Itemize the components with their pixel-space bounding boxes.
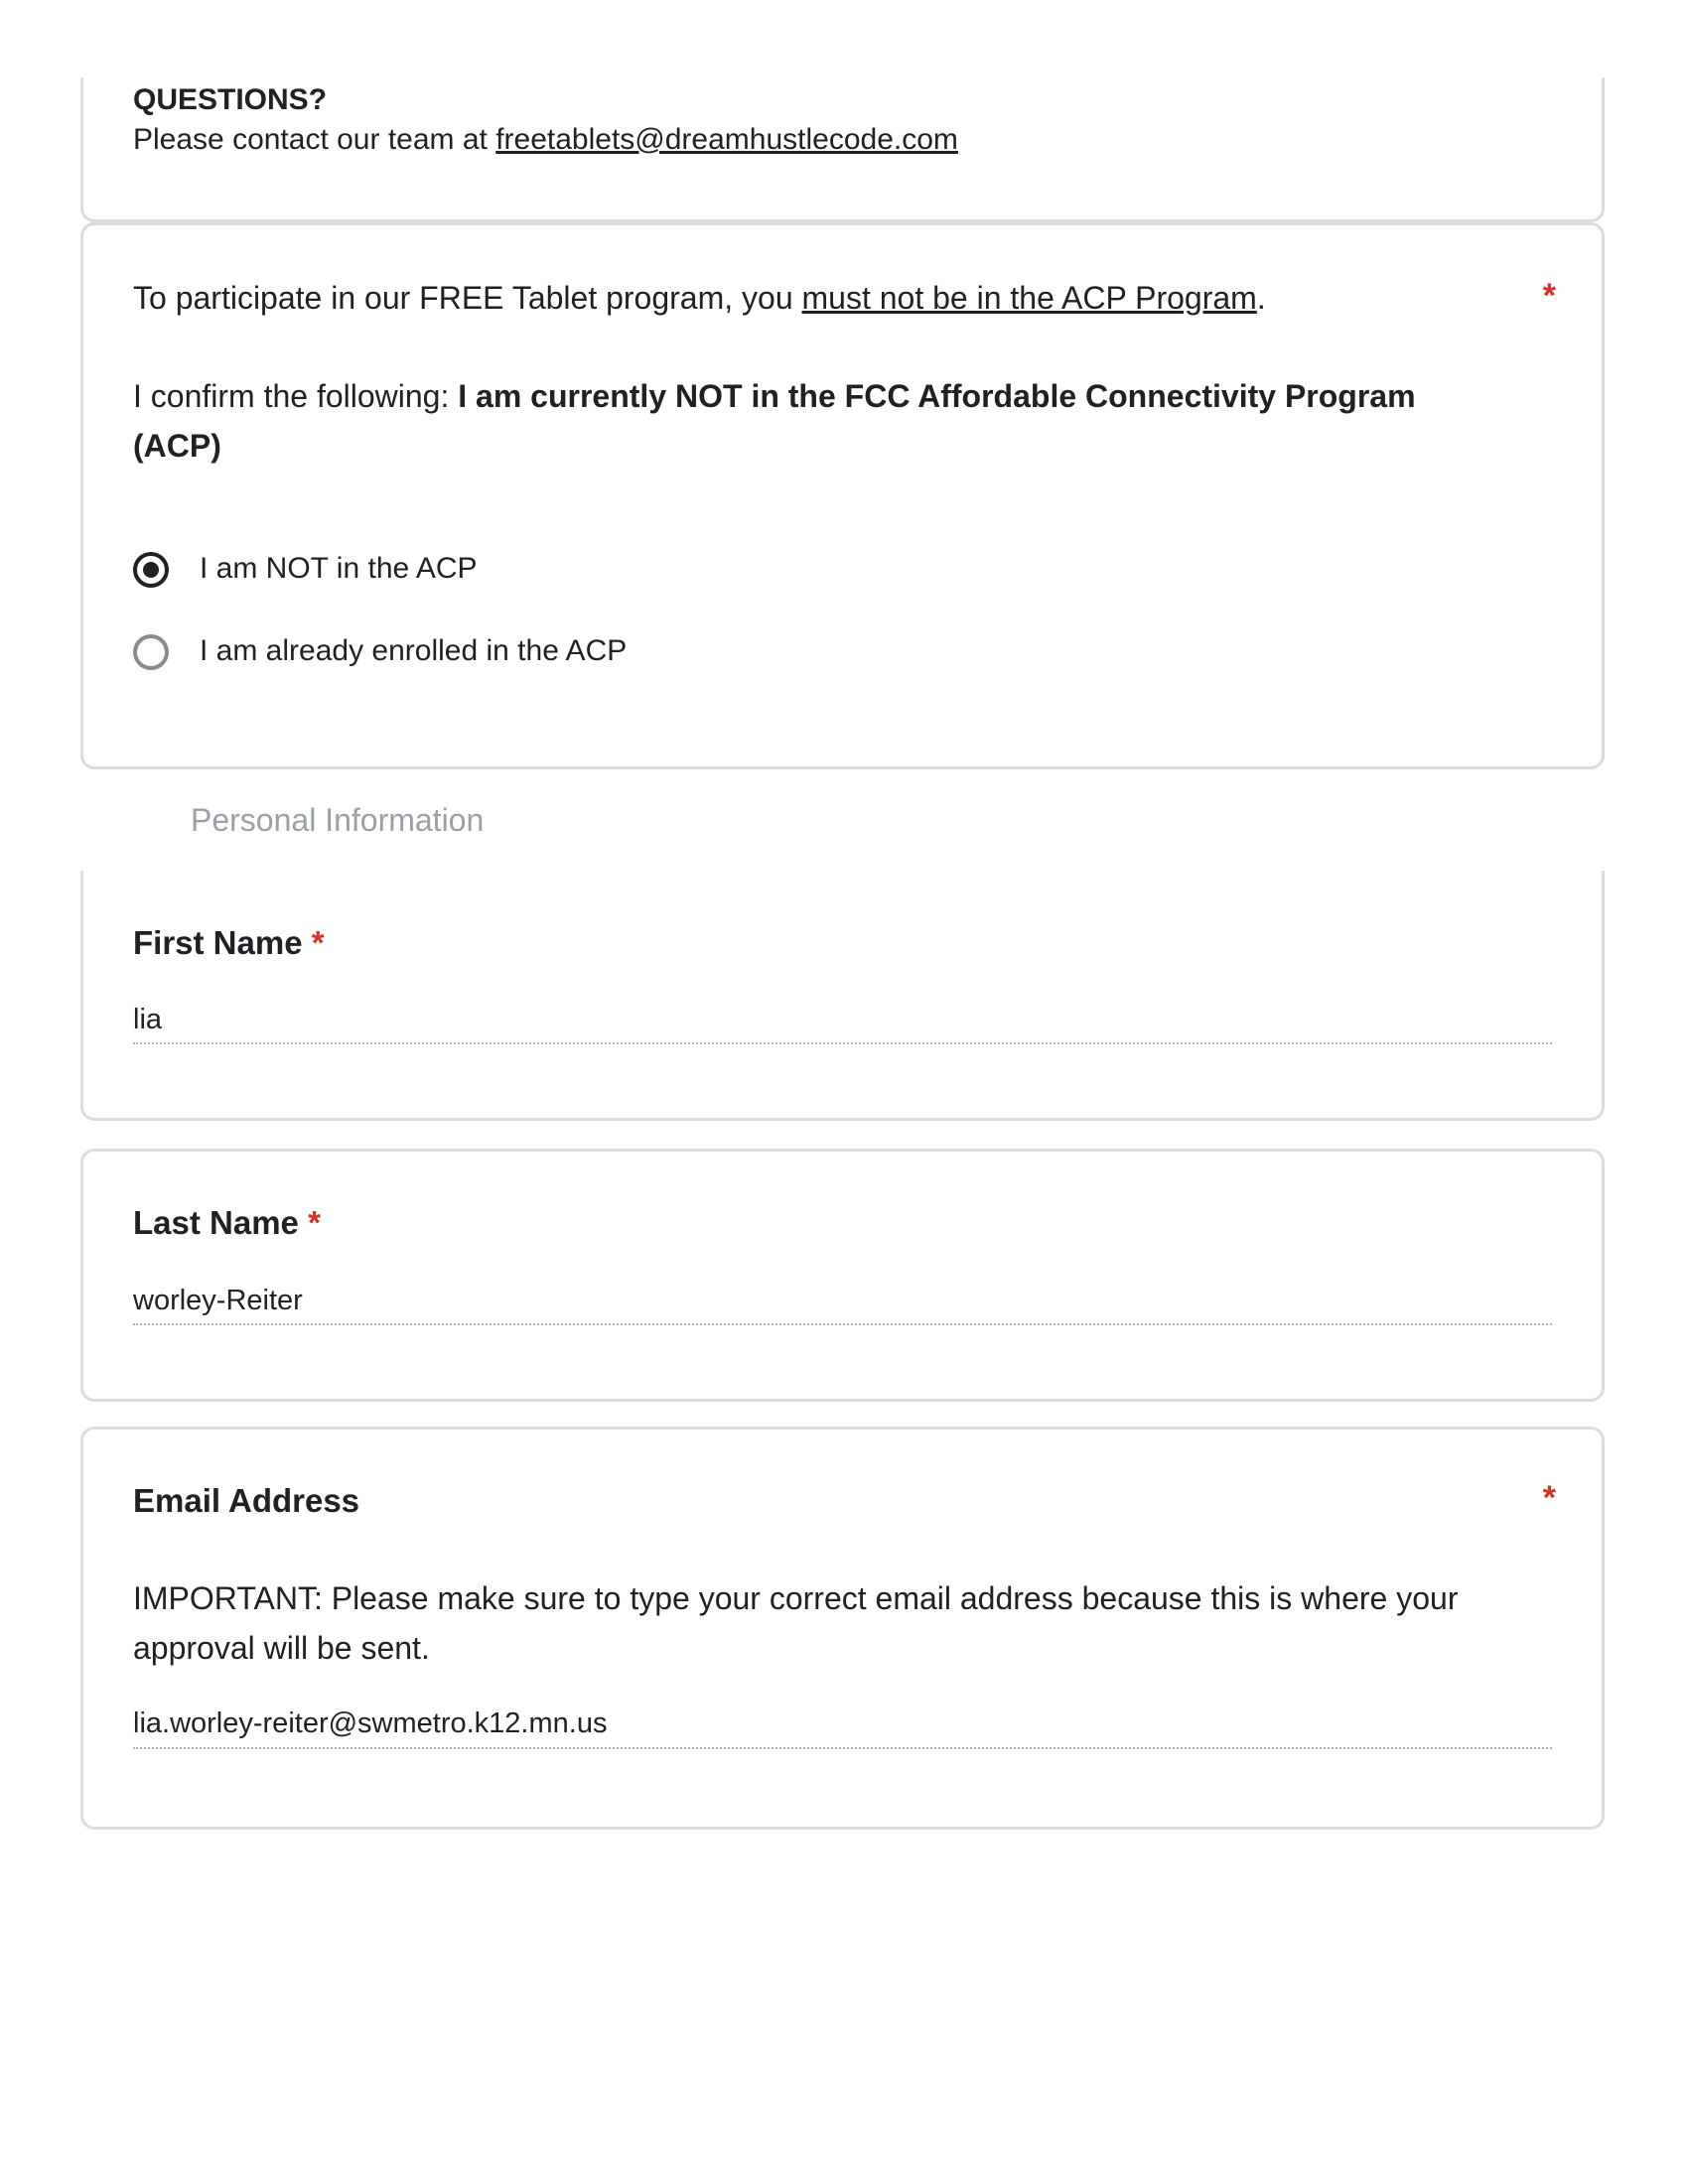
- acp-question-card: [80, 222, 1605, 769]
- last-name-label: Last Name: [133, 1204, 299, 1241]
- acp-option-enrolled[interactable]: [133, 630, 729, 674]
- acp-confirm-prefix: I confirm the following:: [133, 378, 459, 414]
- contact-email-link[interactable]: freetablets@dreamhustlecode.com: [495, 123, 958, 156]
- contact-prefix: Please contact our team at: [133, 123, 496, 156]
- acp-option-not-enrolled[interactable]: [133, 548, 729, 592]
- last-name-required-mark: *: [308, 1204, 321, 1241]
- first-name-label-row: [133, 924, 325, 962]
- acp-confirm-bold: I am currently NOT in the FCC Affordable Connectivity Program: [458, 378, 1416, 414]
- first-name-required-mark: *: [311, 924, 325, 961]
- radio-unselected-icon[interactable]: [133, 634, 169, 670]
- questions-heading: QUESTIONS?: [133, 83, 328, 116]
- acp-intro-prefix: To participate in our FREE Tablet program, you: [133, 280, 802, 316]
- acp-confirm-line2: (ACP): [133, 428, 221, 464]
- email-input[interactable]: lia.worley-reiter@swmetro.k12.mn.us: [133, 1707, 608, 1739]
- acp-intro-suffix: .: [1256, 280, 1266, 316]
- first-name-card: [80, 871, 1605, 1121]
- first-name-label: First Name: [133, 924, 303, 961]
- last-name-underline: [133, 1323, 1552, 1325]
- last-name-label-row: [133, 1204, 321, 1242]
- email-card: [80, 1427, 1605, 1830]
- section-title: Personal Information: [191, 802, 485, 838]
- last-name-input[interactable]: worley-Reiter: [133, 1285, 303, 1316]
- first-name-underline: [133, 1042, 1552, 1044]
- email-label: Email Address: [133, 1482, 360, 1519]
- acp-option-not-enrolled-label: I am NOT in the ACP: [200, 552, 478, 585]
- email-underline: [133, 1747, 1552, 1749]
- email-note-line1: IMPORTANT: Please make sure to type your correct email address because this is where your: [133, 1580, 1459, 1616]
- email-required-mark: *: [1542, 1479, 1556, 1517]
- acp-program-link[interactable]: must not be in the ACP Program: [801, 280, 1257, 316]
- radio-selected-icon[interactable]: [133, 552, 169, 588]
- questions-card: [80, 77, 1605, 222]
- acp-required-mark: *: [1542, 277, 1556, 315]
- acp-intro-text: [133, 280, 1266, 317]
- email-note-line2: approval will be sent.: [133, 1630, 430, 1666]
- acp-option-enrolled-label: I am already enrolled in the ACP: [200, 634, 628, 667]
- first-name-input[interactable]: lia: [133, 1004, 163, 1035]
- questions-contact-text: [133, 123, 958, 157]
- acp-confirm-line1: [133, 378, 1416, 415]
- last-name-card: [80, 1149, 1605, 1402]
